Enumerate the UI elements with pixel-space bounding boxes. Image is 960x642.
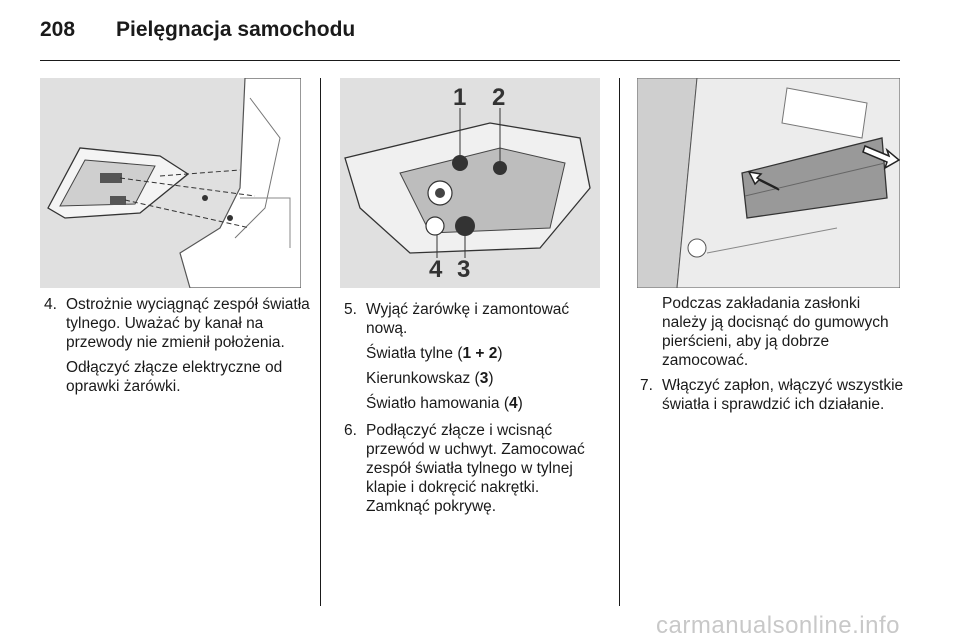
figure-trim-cover: [637, 78, 900, 288]
item-number: 7.: [640, 377, 653, 394]
header-rule: [40, 60, 900, 61]
item-text: Wyjąć żarówkę i zamontować nową.: [366, 301, 570, 337]
column-divider-2: [619, 78, 620, 606]
item-number: 5.: [344, 301, 357, 318]
list-item: [344, 421, 606, 516]
figure-bulb-holder: [340, 78, 600, 288]
bulb-brake-light: Światło hamowania (4): [366, 395, 523, 412]
page-title: Pielęgnacja samochodu: [116, 18, 356, 41]
item-number: 6.: [344, 422, 357, 439]
item-text: Podłączyć złącze i wcisnąć przewód w uchwyt. Zamocować zespół światła tylnego w tylnej klapie i dokręcić nakrętki.: [366, 422, 585, 496]
column-divider-1: [320, 78, 321, 606]
figure-callout: 2: [492, 84, 506, 111]
bulb-tail-light: Światła tylne (1 + 2): [366, 345, 503, 362]
figure-callout: 3: [457, 256, 471, 283]
item-number: 4.: [44, 296, 57, 313]
figure-taillight-removal: [40, 78, 301, 288]
note-paragraph: [640, 294, 905, 370]
note-text: Podczas zakładania zasłonki należy ją docisnąć do gumowych pierścieni, aby ją dobrze zamocować.: [662, 295, 889, 369]
column-3: [640, 294, 905, 422]
bulb-turn-signal: Kierunkowskaz (3): [366, 370, 494, 387]
taillight-removal-illustration: [40, 78, 301, 288]
item-close: Zamknąć pokrywę.: [366, 498, 497, 515]
list-item: [44, 295, 310, 396]
item-text: Włączyć zapłon, włączyć wszystkie światła i sprawdzić ich działanie.: [662, 377, 904, 413]
page-number: 208: [40, 18, 76, 41]
item-continuation: Odłączyć złącze elektryczne od oprawki żarówki.: [66, 359, 283, 395]
column-1: [44, 295, 310, 404]
column-2: [344, 300, 606, 524]
list-item: [640, 376, 905, 414]
item-text: Ostrożnie wyciągnąć zespół światła tylnego. Uważać by kanał na przewody nie zmienił położenia.: [66, 296, 310, 351]
trim-cover-illustration: [637, 78, 900, 288]
page-header: [40, 18, 355, 42]
figure-callout: 4: [429, 256, 443, 283]
watermark: carmanualsonline.info: [656, 612, 900, 639]
list-item: [344, 300, 606, 413]
figure-callout: 1: [453, 84, 467, 111]
